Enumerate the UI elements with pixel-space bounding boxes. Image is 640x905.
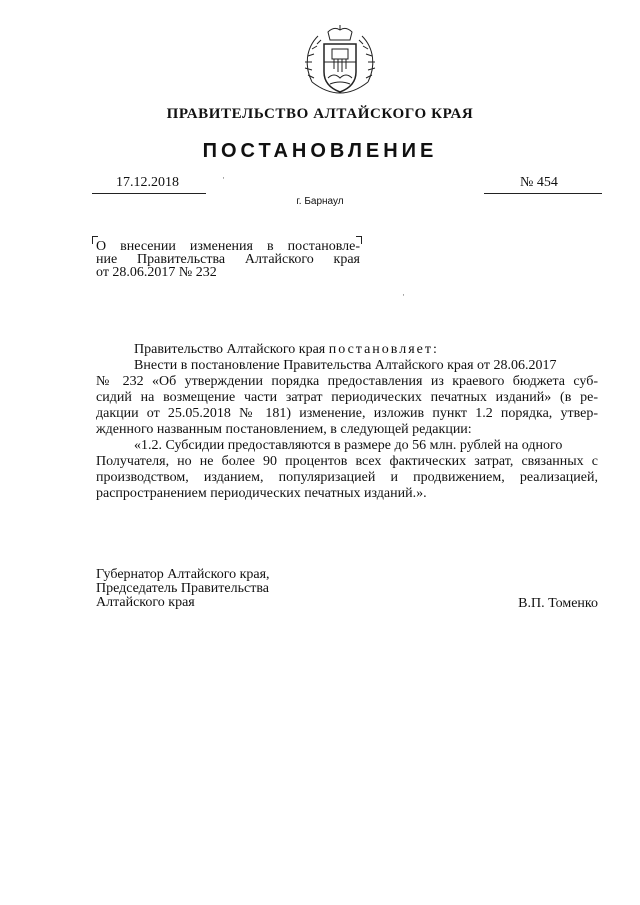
document-date: 17.12.2018	[116, 175, 179, 190]
government-name: ПРАВИТЕЛЬСТВО АЛТАЙСКОГО КРАЯ	[166, 106, 474, 122]
body-line: Получателя, но не более 90 процентов всех фактических затрат, связанных с	[96, 454, 598, 469]
preamble-paragraph	[96, 342, 598, 358]
document-type-title: ПОСТАНОВЛЕНИЕ	[202, 140, 438, 162]
preamble-text: Правительство Алтайского края	[134, 342, 329, 357]
subject-line: ние Правительства Алтайского края	[96, 252, 360, 267]
scan-speck: ·	[402, 290, 405, 300]
new-wording-paragraph	[96, 438, 598, 502]
signatory-title	[96, 568, 270, 610]
document-number: № 454	[520, 175, 558, 190]
document-subject	[96, 240, 360, 279]
coat-of-arms-icon	[298, 22, 382, 106]
signatory-title-line: Председатель Правительства	[96, 581, 269, 596]
body-line: «1.2. Субсидии предоставляются в размере до 56 млн. рублей на одного	[134, 438, 563, 453]
amendment-paragraph	[96, 358, 598, 438]
signatory-name: В.П. Томенко	[518, 596, 598, 611]
decree-word: постановляет	[328, 342, 433, 357]
subject-line: О внесении изменения в постановле-	[96, 239, 360, 254]
date-field	[92, 175, 206, 194]
signatory-title-line: Алтайского края	[96, 595, 195, 610]
number-field	[484, 175, 602, 194]
preamble-colon: :	[432, 342, 437, 357]
signatory-title-line: Губернатор Алтайского края,	[96, 567, 270, 582]
body-line: дакции от 25.05.2018 № 181) изменение, изложив пункт 1.2 порядка, утвер-	[96, 406, 598, 421]
body-line: сидий на возмещение части затрат периодических печатных изданий» (в ре-	[96, 390, 598, 405]
body-line: распространением периодических печатных изданий.».	[96, 486, 427, 501]
body-line: Внести в постановление Правительства Алтайского края от 28.06.2017	[134, 358, 557, 373]
body-line: жденного названным постановлением, в следующей редакции:	[96, 422, 472, 437]
body-line: № 232 «Об утверждении порядка предоставления из краевого бюджета суб-	[96, 374, 598, 389]
city-label: г. Барнаул	[296, 196, 344, 207]
scan-speck: ·	[222, 173, 225, 183]
subject-line: от 28.06.2017 № 232	[96, 265, 217, 280]
document-body	[96, 342, 598, 502]
body-line: производством, изданием, популяризацией и продвижением, реализацией,	[96, 470, 598, 485]
